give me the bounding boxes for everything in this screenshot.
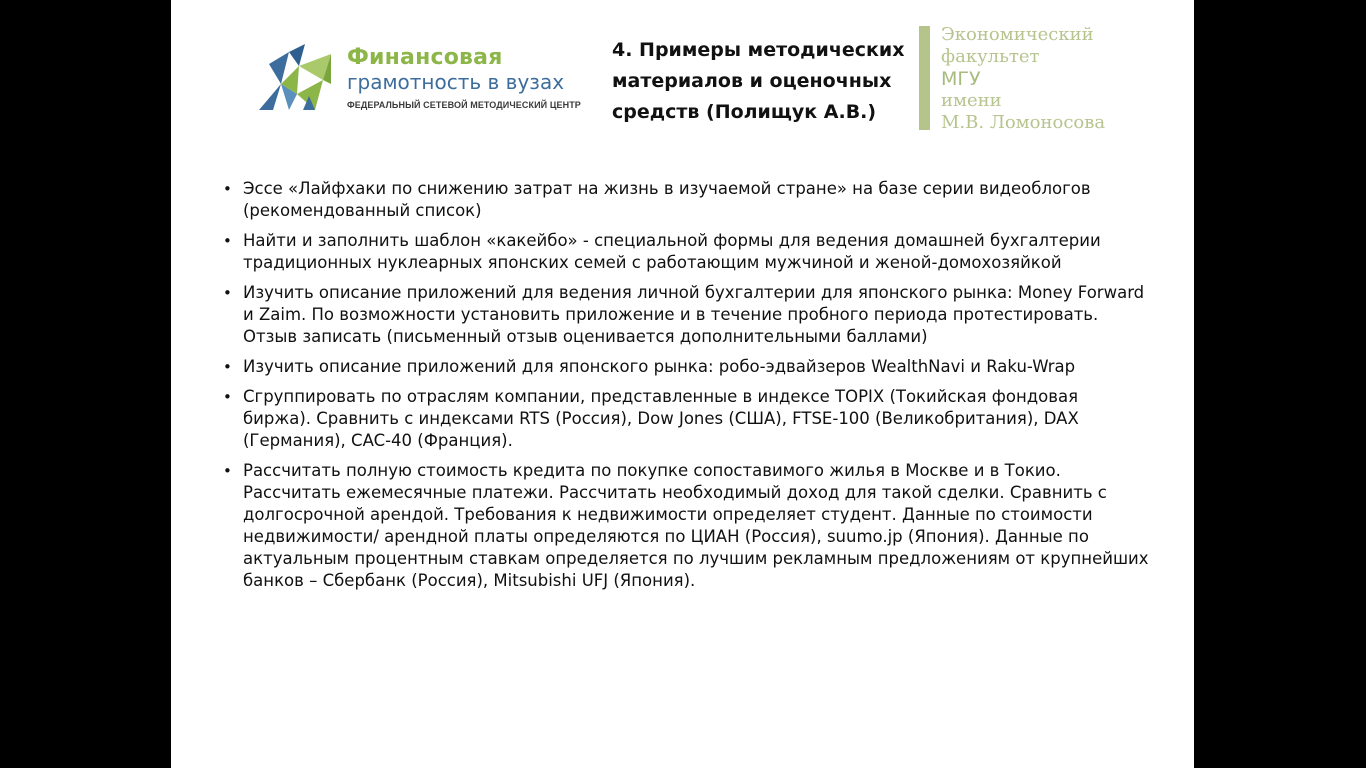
financial-literacy-logo xyxy=(259,44,589,114)
list-item xyxy=(220,386,1150,452)
bullet-text: Сгруппировать по отраслям компании, представленные в индексе TOPIX (Токийская фондовая биржа). Сравнить с индексами RTS (Россия), Dow Jones (США), FTSE-100 (Великобритания), DAX (Германия), CAC-40 (Франция). xyxy=(243,387,1079,450)
logo-line-lomonosov: М.В. Ломоносова xyxy=(941,112,1106,133)
bullet-dot: • xyxy=(223,180,232,198)
bullet-text: Изучить описание приложений для японского рынка: робо-эдвайзеров WealthNavi и Raku-Wrap xyxy=(243,357,1076,376)
bullet-dot: • xyxy=(223,462,232,480)
list-item xyxy=(220,460,1150,592)
bullet-dot: • xyxy=(223,284,232,302)
logo-subtitle: грамотность в вузах xyxy=(347,70,565,94)
list-item xyxy=(220,282,1150,348)
bullet-text: Рассчитать полную стоимость кредита по покупке сопоставимого жилья в Москве и в Токио. Рассчитать ежемесячные платежи. Рассчитать необходимый доход для такой сделки. Сравнить с долгосрочной арендой. Требования к недвижимости определяет студент. Данные по стоимости недвижимости/ арендной платы определяются по ЦИАН (Россия), suumo.jp (Япония). Данные по актуальным процентным ставкам определяется по лучшим рекламным предложениям от крупнейших банков – Сбербанк (Россия), Mitsubishi UFJ (Япония). xyxy=(243,461,1149,590)
bullet-text: Найти и заполнить шаблон «какейбо» - специальной формы для ведения домашней бухгалтерии традиционных нуклеарных японских семей с работающим мужчиной и женой-домохозяйкой xyxy=(243,231,1101,272)
list-item xyxy=(220,356,1150,378)
logo-line-named: имени xyxy=(941,90,1002,111)
list-item xyxy=(220,230,1150,274)
logo-line-economic: Экономический xyxy=(941,24,1094,45)
bullet-list xyxy=(220,178,1150,600)
bullet-dot: • xyxy=(223,358,232,376)
logo-title: Финансовая xyxy=(347,45,503,70)
bullet-text: Эссе «Лайфхаки по снижению затрат на жизнь в изучаемой стране» на базе серии видеоблогов (рекомендованный список) xyxy=(243,179,1091,220)
logo-accent-bar xyxy=(919,26,930,130)
slide xyxy=(171,0,1194,768)
logo-caption: ФЕДЕРАЛЬНЫЙ СЕТЕВОЙ МЕТОДИЧЕСКИЙ ЦЕНТР xyxy=(347,100,581,110)
logo-line-mgu: МГУ xyxy=(941,68,981,90)
slide-title: 4. Примеры методических материалов и оценочных средств (Полищук А.В.) xyxy=(612,39,905,123)
msu-economics-logo xyxy=(919,24,1139,134)
bullet-dot: • xyxy=(223,388,232,406)
bullet-dot: • xyxy=(223,232,232,250)
list-item xyxy=(220,178,1150,222)
origami-horse-logo-icon xyxy=(259,44,331,110)
logo-line-faculty: факультет xyxy=(941,46,1040,67)
bullet-text: Изучить описание приложений для ведения личной бухгалтерии для японского рынка: Money Forward и Zaim. По возможности установить приложение и в течение пробного периода протестировать. Отзыв записать (письменный отзыв оценивается дополнительными баллами) xyxy=(243,283,1145,346)
